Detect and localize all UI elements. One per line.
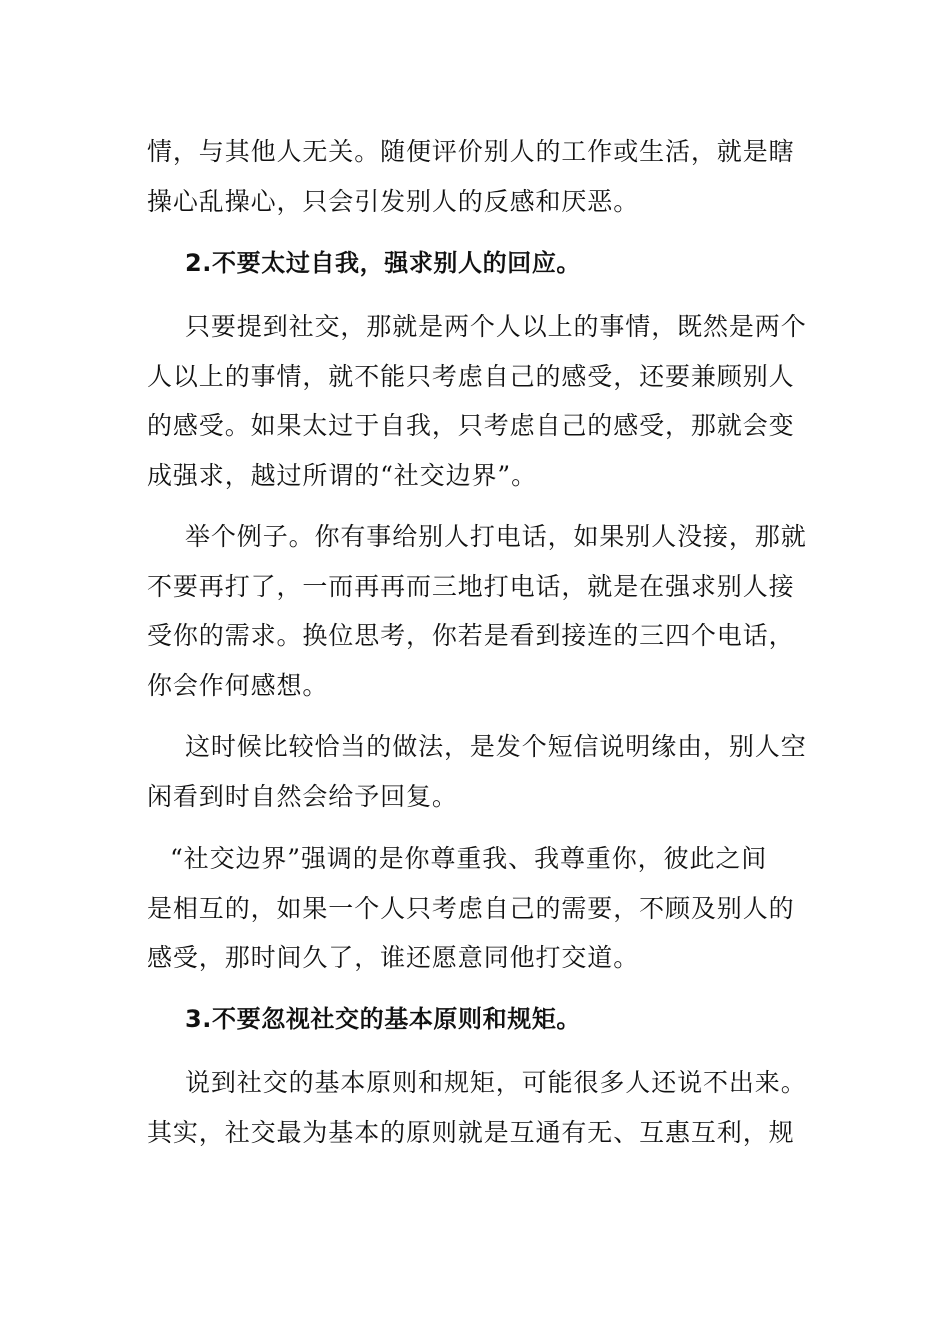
paragraph-line: 其实，社交最为基本的原则就是互通有无、互惠互利，规 <box>147 1118 795 1147</box>
paragraph-line: 闲看到时自然会给予回复。 <box>147 782 458 811</box>
paragraph-line: 说到社交的基本原则和规矩，可能很多人还说不出来。 <box>185 1068 807 1097</box>
paragraph-line: 人以上的事情，就不能只考虑自己的感受，还要兼顾别人 <box>147 362 795 391</box>
paragraph-line: 受你的需求。换位思考，你若是看到接连的三四个电话， <box>147 621 795 650</box>
paragraph-line: 情，与其他人无关。随便评价别人的工作或生活，就是瞎 <box>147 137 795 166</box>
paragraph-line: 不要再打了，一而再再而三地打电话，就是在强求别人接 <box>147 572 795 601</box>
paragraph-line: 举个例子。你有事给别人打电话，如果别人没接，那就 <box>185 522 807 551</box>
paragraph-line: 成强求，越过所谓的“社交边界”。 <box>147 461 537 490</box>
paragraph-line: 的感受。如果太过于自我，只考虑自己的感受，那就会变 <box>147 411 795 440</box>
paragraph-line: 是相互的，如果一个人只考虑自己的需要，不顾及别人的 <box>147 894 795 923</box>
paragraph-line: 操心乱操心，只会引发别人的反感和厌恶。 <box>147 187 640 216</box>
paragraph-line: 感受，那时间久了，谁还愿意同他打交道。 <box>147 943 640 972</box>
paragraph-line: “社交边界”强调的是你尊重我、我尊重你，彼此之间 <box>170 844 768 873</box>
paragraph-line: 这时候比较恰当的做法，是发个短信说明缘由，别人空 <box>185 732 807 761</box>
paragraph-line: 你会作何感想。 <box>147 671 329 700</box>
paragraph-line: 只要提到社交，那就是两个人以上的事情，既然是两个 <box>185 312 807 341</box>
section-heading: 2.不要太过自我，强求别人的回应。 <box>185 249 582 277</box>
section-heading: 3.不要忽视社交的基本原则和规矩。 <box>185 1005 582 1033</box>
